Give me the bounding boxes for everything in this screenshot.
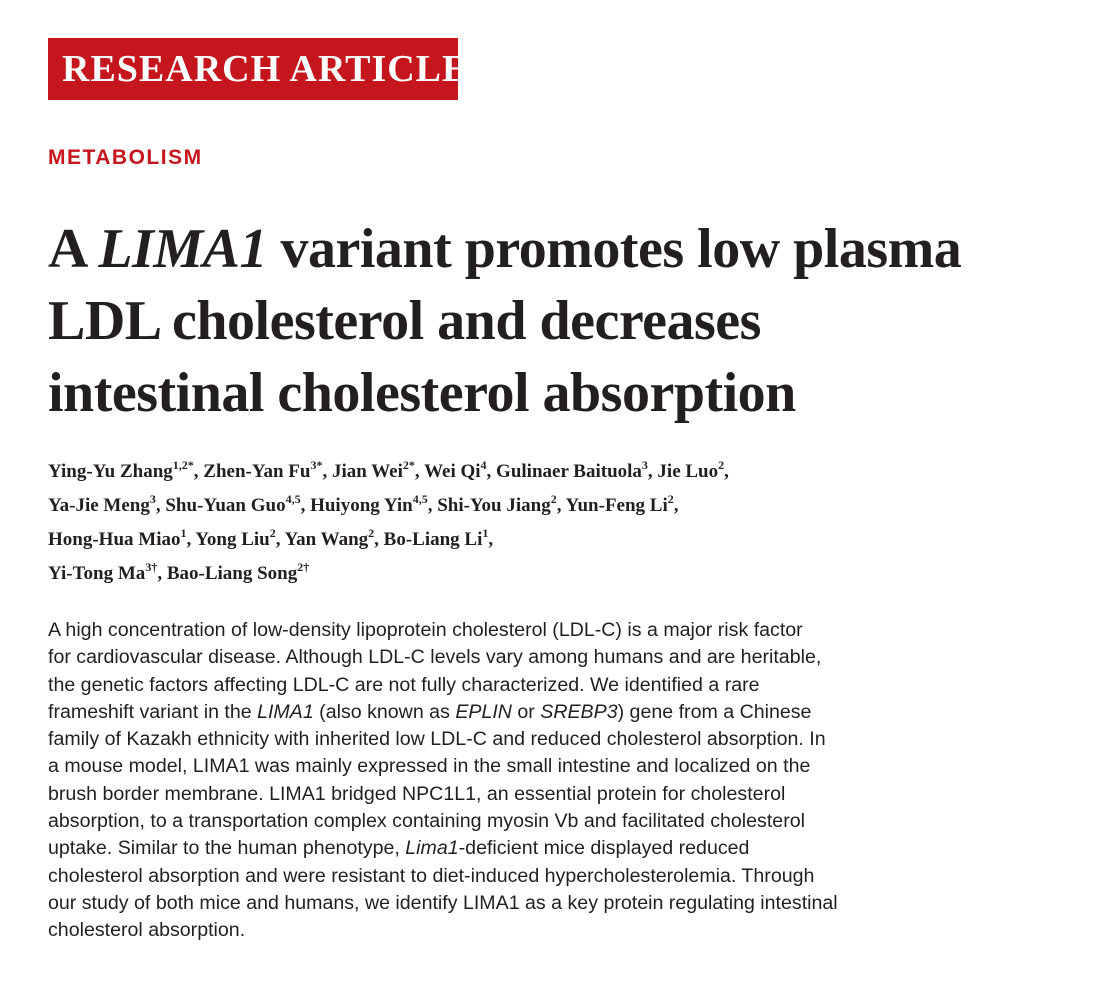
- author-name: Hong-Hua Miao: [48, 529, 181, 550]
- author-affiliation: 1: [482, 526, 489, 540]
- author-affiliation: 2*: [402, 458, 415, 472]
- abstract-line: our study of both mice and humans, we identify LIMA1 as a key protein regulating intestinal: [48, 891, 838, 914]
- author-affiliation: 4,5: [285, 492, 301, 506]
- section-label: METABOLISM: [48, 146, 203, 169]
- author-name: Wei Qi: [424, 461, 481, 482]
- author-name: Jie Luo: [657, 461, 719, 482]
- abstract-line: a mouse model, LIMA1 was mainly expressed in the small intestine and localized on the: [48, 755, 811, 778]
- abstract-line: [48, 835, 1098, 862]
- author-affiliation: 1,2*: [172, 458, 194, 472]
- author-affiliation: 3†: [145, 560, 158, 574]
- abstract-line: cholesterol absorption and were resistant to diet-induced hypercholesterolemia. Through: [48, 864, 815, 887]
- author-line: Ying-Yu Zhang$^{1,2*}$, Zhen-Yan $Fu^{3*}$, Jian Wei$^{2*}$, Wei Qi$^4$, Gulinaer Baituola$^3$, Jie Luo$^2$,: [48, 458, 729, 482]
- author-name: Yan Wang: [284, 529, 369, 550]
- abstract-line: [48, 699, 1098, 726]
- article-type-banner: [48, 38, 469, 100]
- author-affiliation: 2: [368, 526, 375, 540]
- author-name: Gulinaer Baituola: [496, 461, 642, 482]
- title-line-3: intestinal cholesterol absorption: [48, 362, 796, 424]
- author-affiliation: 3: [641, 458, 648, 472]
- abstract-text: frameshift variant in the: [48, 700, 258, 723]
- abstract: [48, 617, 1098, 945]
- author-list: [48, 455, 1098, 591]
- abstract-line: family of Kazakh ethnicity with inherited low LDL-C and reduced cholesterol absorption. In: [48, 728, 826, 751]
- author-line: Yi-Tong $Ma^{3\dagger}$, Bao-Liang Song$^{2\dagger}$: [48, 560, 310, 584]
- author-name: Ying-Yu Zhang: [48, 461, 173, 482]
- title-line-1-rest: variant promotes low plasma: [267, 218, 962, 280]
- abstract-text: -deficient mice displayed reduced: [458, 837, 750, 860]
- abstract-line: absorption, to a transportation complex containing myosin Vb and facilitated cholesterol: [48, 810, 805, 833]
- author-line: Ya-Jie Meng$^3$, Shu-Yuan Guo$^{4,5}$, Huiyong Yin$^{4,5}$, Shi-You Jiang$^2$, Yun-Feng Li$^2$,: [48, 492, 679, 516]
- title-line-1: [48, 213, 1098, 285]
- title-line-2: LDL cholesterol and decreases: [48, 290, 761, 352]
- abstract-line: cholesterol absorption.: [48, 919, 246, 942]
- author-name: Shu-Yuan Guo: [165, 495, 286, 516]
- title-gene-name: LIMA1: [98, 218, 268, 280]
- gene-name: LIMA1: [257, 700, 314, 723]
- author-name: Shi-You Jiang: [437, 495, 551, 516]
- author-affiliation: 3: [149, 492, 156, 506]
- author-affiliation: 1: [180, 526, 187, 540]
- author-name: Yong Liu: [195, 529, 270, 550]
- author-affiliation: 2: [550, 492, 557, 506]
- author-affiliation: 2†: [297, 560, 310, 574]
- author-affiliation: 2: [718, 458, 725, 472]
- author-affiliation: 2: [269, 526, 276, 540]
- abstract-text: uptake. Similar to the human phenotype,: [48, 837, 406, 860]
- abstract-text: or: [511, 700, 541, 723]
- author-name: Bao-Liang Song: [166, 563, 298, 584]
- abstract-line: for cardiovascular disease. Although LDL-C levels vary among humans and are heritable,: [48, 646, 822, 669]
- author-affiliation: 3*: [310, 458, 323, 472]
- gene-name: Lima1: [405, 837, 459, 860]
- author-affiliation: 4,5: [412, 492, 428, 506]
- gene-name: EPLIN: [455, 700, 512, 723]
- author-affiliation: 2: [667, 492, 674, 506]
- title-prefix: A: [48, 218, 99, 280]
- gene-name: SREBP3: [540, 700, 618, 723]
- author-line: Hong-Hua Miao$^1$, Yong Liu$^2$, Yan Wang$^2$, Bo-Liang Li$^1$,: [48, 526, 494, 550]
- abstract-line: the genetic factors affecting LDL-C are not fully characterized. We identified a rare: [48, 673, 760, 696]
- author-affiliation: 4: [480, 458, 487, 472]
- abstract-line: A high concentration of low-density lipoprotein cholesterol (LDL-C) is a major risk factor: [48, 619, 803, 641]
- article-type-label: RESEARCH ARTICLE: [62, 48, 469, 90]
- author-name: Yi-Tong Ma: [48, 563, 146, 584]
- author-name: Yun-Feng Li: [565, 495, 668, 516]
- author-name: Ya-Jie Meng: [48, 495, 150, 516]
- author-name: Bo-Liang Li: [383, 529, 483, 550]
- abstract-text: ) gene from a Chinese: [617, 700, 812, 723]
- abstract-line: brush border membrane. LIMA1 bridged NPC1L1, an essential protein for cholesterol: [48, 782, 786, 805]
- abstract-text: (also known as: [313, 700, 456, 723]
- author-name: Huiyong Yin: [310, 495, 413, 516]
- article-title: [48, 213, 1098, 429]
- author-name: Jian Wei: [331, 461, 403, 482]
- author-name: Zhen-Yan Fu: [203, 461, 311, 482]
